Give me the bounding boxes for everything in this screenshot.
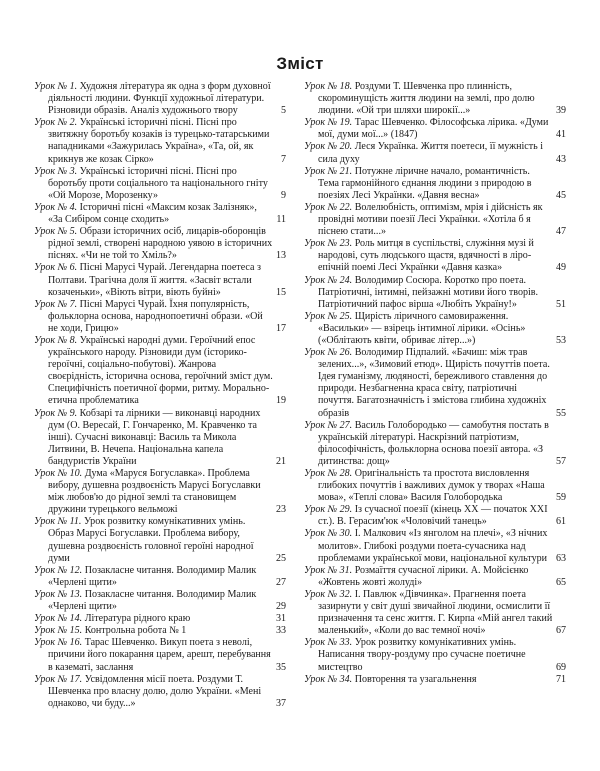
lesson-label: Урок № 3. (34, 165, 78, 177)
toc-entry-text (304, 674, 553, 686)
lesson-title: Українські народні думи. Героїчний епос українського народу. Різновиди дум (історико-героїчні, соціально-побутові). Жанрова своєрідність, історична основа, героїчний зміст дум. Специфічність поетичної форми, ритму. Морально-етична проблематика (48, 334, 273, 407)
lesson-title: Леся Українка. Життя поетеси, її мужність і сила духу (318, 141, 543, 165)
lesson-label: Урок № 8. (34, 334, 78, 346)
lesson-title: Українські історичні пісні. Пісні про звитяжну боротьбу козаків із турецько-татарськими нападниками «Зажурилась Україна», «Та, ой, як крикнув же козак Сірко» (48, 117, 270, 165)
lesson-title: Позакласне читання. Володимир Малик «Черлені щити» (48, 564, 257, 588)
lesson-title: Урок розвитку комунікативних умінь. Написання твору-роздуму про сучасне поетичне мистецтво (318, 637, 526, 673)
toc-entry (304, 674, 566, 686)
lesson-label: Урок № 19. (304, 117, 353, 129)
lesson-label: Урок № 7. (34, 298, 78, 310)
page-number: 55 (555, 407, 566, 419)
toc-entry (34, 166, 286, 202)
lesson-title: Володимир Підпалий. «Бачиш: між трав зелених...», «Зимовий етюд». Щирість почуттів поета. Ідея гуманізму, людяності, бережливого ставлення до природи. Незбагненна краса світу, патріотичні почуття. Багатозначність і змістова глибина художніх образів (318, 347, 550, 419)
page-number: 25 (275, 552, 286, 564)
toc-entry-text (34, 202, 273, 226)
toc-entry-text (304, 275, 553, 311)
lesson-title: Тарас Шевченко. Філософська лірика. «Думи мої, думи мої...» (1847) (318, 117, 549, 141)
page-number: 41 (555, 129, 566, 141)
toc-entry (304, 420, 566, 468)
toc-entry (34, 613, 286, 625)
toc-entry-text (34, 117, 273, 165)
lesson-title: Василь Голобородько — самобутня постать в українській літературі. Наскрізний патріотизм, філософічність, фольклорна основа поезії автора. «З дитинства: дощ» (318, 419, 549, 467)
page-number: 27 (275, 576, 286, 588)
page-number: 49 (555, 262, 566, 274)
toc-entry (34, 202, 286, 226)
toc-entry-text (304, 141, 553, 165)
lesson-label: Урок № 16. (34, 637, 83, 649)
toc-entry (304, 347, 566, 420)
toc-entry-text (34, 625, 273, 637)
toc-entry (34, 226, 286, 262)
toc-entry-text (34, 408, 273, 468)
toc-entry (304, 311, 566, 347)
lesson-label: Урок № 33. (304, 637, 353, 649)
toc-entry (34, 117, 286, 165)
lesson-label: Урок № 30. (304, 528, 353, 540)
toc-entry-text (34, 516, 273, 564)
lesson-label: Урок № 1. (34, 81, 78, 92)
lesson-title: Волелюбність, оптимізм, мрія і дійсність як провідні мотиви поезії Лесі Українки. «Хотіла б я піснею стати...» (318, 201, 543, 238)
toc-entry-text (304, 166, 553, 202)
toc-entry-text (304, 468, 553, 504)
toc-entry-text (304, 637, 553, 673)
lesson-title: Художня література як одна з форм духовної діяльності людини. Функції художньої літератури. Різновиди образів. Аналіз художнього твору (48, 81, 271, 117)
toc-entry-text (34, 613, 273, 625)
page-number: 31 (275, 613, 286, 625)
toc-entry (34, 299, 286, 335)
page-title: Зміст (276, 54, 324, 73)
toc-entry (304, 117, 566, 141)
toc-entry-text (34, 674, 273, 710)
toc-entry (304, 81, 566, 117)
toc-entry (34, 589, 286, 613)
lesson-label: Урок № 34. (304, 673, 353, 685)
lesson-title: Кобзарі та лірники — виконавці народних дум (О. Вересай, Г. Гончаренко, М. Кравченко та інші). Сучасні виконавці: Василь та Микола Литвини, В. Нечепа. Національна капела бандуристів України (48, 407, 261, 467)
lesson-label: Урок № 21. (304, 165, 353, 177)
page-number: 5 (280, 105, 286, 117)
toc-entry (304, 637, 566, 673)
toc-entry-text (304, 420, 553, 468)
toc-entry (304, 275, 566, 311)
toc-right-column (304, 81, 566, 686)
page-number: 23 (275, 504, 286, 516)
lesson-label: Урок № 13. (34, 588, 83, 600)
page-number: 59 (555, 492, 566, 504)
page-number: 37 (275, 697, 286, 709)
page-number: 51 (555, 298, 566, 310)
page-number: 69 (555, 661, 566, 673)
toc-entry-text (304, 81, 553, 117)
lesson-label: Урок № 22. (304, 201, 353, 213)
toc-entry-text (304, 528, 553, 564)
toc-entry-text (304, 565, 553, 589)
lesson-title: Позакласне читання. Володимир Малик «Черлені щити» (48, 588, 257, 613)
toc-entry (34, 516, 286, 564)
lesson-label: Урок № 12. (34, 564, 83, 576)
lesson-label: Урок № 20. (304, 141, 353, 153)
page-number: 15 (275, 286, 286, 298)
toc-entry (304, 141, 566, 165)
toc-entry (34, 335, 286, 408)
page-number: 65 (555, 576, 566, 588)
lesson-title: Урок розвитку комунікативних умінь. Образ Марусі Богуславки. Проблема вибору, душевна роздвоєність головної героїні народної думи (48, 516, 254, 564)
lesson-label: Урок № 5. (34, 226, 78, 238)
toc-entry (34, 565, 286, 589)
lesson-label: Урок № 32. (304, 588, 353, 600)
lesson-label: Урок № 28. (304, 468, 353, 479)
lesson-label: Урок № 18. (304, 81, 353, 92)
lesson-title: Українські історичні пісні. Пісні про боротьбу проти соціального та національного гніту «Ой Морозе, Морозенку» (48, 165, 268, 201)
toc-entry-text (34, 335, 273, 408)
page-number: 43 (555, 153, 566, 165)
toc-entry (34, 262, 286, 298)
lesson-title: Оригінальність та простота висловлення глибоких почуттів і важливих думок у творах «Наша мова», «Теплі слова» Василя Голобородька (318, 468, 545, 504)
toc-entry (304, 528, 566, 564)
toc-entry-text (304, 311, 553, 347)
lesson-title: Роздуми Т. Шевченка про плинність, скороминущість життя людини на землі, про долю людини. «Ой три шляхи широкії...» (318, 81, 535, 117)
lesson-title: І. Павлюк «Дівчинка». Прагнення поета зазирнути у світ душі звичайної людини, осмислити її призначення та сенс життя. Г. Кирпа «Мій ангел такий маленький», «Коли до вас темної ночі» (318, 588, 553, 637)
toc-entry (304, 589, 566, 637)
lesson-title: Література рідного краю (84, 613, 191, 625)
toc-entry-text (34, 468, 273, 516)
page-number: 11 (276, 214, 286, 226)
lesson-label: Урок № 31. (304, 564, 353, 576)
toc-entry-text (34, 81, 273, 117)
lesson-title: Роль митця в суспільстві, служіння музі й народові, суть людського щастя, вдячності в ліро-епічній поемі Лесі Українки «Давня казка» (318, 238, 534, 274)
page-number: 33 (275, 625, 286, 637)
toc-entry (34, 468, 286, 516)
lesson-label: Урок № 6. (34, 262, 78, 274)
lesson-title: Потужне ліричне начало, романтичність. Тема гармонійного єднання людини з природою в поезіях Лесі Українки. «Давня весна» (318, 165, 532, 201)
toc-entry-text (34, 262, 273, 298)
lesson-title: Повторення та узагальнення (354, 673, 477, 685)
page-number: 45 (555, 189, 566, 201)
toc-entry (34, 674, 286, 710)
toc-entry-text (304, 117, 553, 141)
toc-left-column (34, 81, 286, 710)
page-number: 71 (555, 673, 566, 685)
lesson-title: Тарас Шевченко. Викуп поета з неволі, причини його покарання царем, арешт, перебування в казематі, заслання (48, 637, 271, 673)
lesson-label: Урок № 25. (304, 310, 353, 322)
lesson-title: Контрольна робота № 1 (84, 625, 187, 637)
lesson-label: Урок № 26. (304, 347, 353, 359)
page-number: 53 (555, 334, 566, 346)
lesson-label: Урок № 4. (34, 201, 78, 213)
toc-entry (304, 468, 566, 504)
lesson-title: Із сучасної поезії (кінець XX — початок XXI ст.). В. Герасим'юк «Чоловічий танець» (318, 504, 548, 528)
toc-entry (34, 625, 286, 637)
toc-entry (304, 504, 566, 528)
toc-entry (34, 408, 286, 468)
toc-entry-text (304, 504, 553, 528)
page-number: 35 (275, 661, 286, 673)
toc-entry-text (34, 589, 273, 613)
lesson-label: Урок № 15. (34, 625, 83, 637)
lesson-label: Урок № 9. (34, 407, 78, 419)
lesson-label: Урок № 14. (34, 613, 83, 625)
page-number: 61 (555, 516, 566, 528)
toc-entry (34, 637, 286, 673)
lesson-label: Урок № 10. (34, 468, 83, 479)
page-number: 19 (275, 395, 286, 407)
lesson-title: Щирість ліричного самовираження. «Васильки» — взірець інтимної лірики. «Осінь» («Облітають квіти, обриває літер...») (318, 310, 526, 346)
toc-entry (304, 166, 566, 202)
toc-entry-text (34, 637, 273, 673)
lesson-title: Пісні Марусі Чурай. Легендарна поетеса з Полтави. Трагічна доля її життя. «Засвіт встали козаченьки», «Віють вітри, віють буйні» (48, 262, 261, 298)
toc-entry (34, 81, 286, 117)
page-number: 7 (280, 153, 286, 165)
toc-entry-text (304, 347, 553, 420)
lesson-title: І. Малкович «Із янголом на плечі», «З нічних молитов». Глибокі роздуми поета-сучасника над проблемами української мови, національної культури (318, 528, 548, 564)
page-number: 63 (555, 552, 566, 564)
page-number: 13 (275, 250, 286, 262)
toc-entry-text (34, 565, 273, 589)
toc-entry-text (304, 238, 553, 274)
lesson-title: Пісні Марусі Чурай. Їхня популярність, фольклорна основа, народнопоетичні образи. «Ой не ходи, Грицю» (48, 298, 263, 334)
lesson-label: Урок № 27. (304, 419, 353, 431)
page-number: 17 (275, 322, 286, 334)
toc-entry-text (34, 299, 273, 335)
toc-entry-text (304, 202, 553, 238)
page-number: 57 (555, 455, 566, 467)
lesson-label: Урок № 11. (34, 516, 82, 528)
lesson-title: Дума «Маруся Богуславка». Проблема вибору, душевна роздвоєність Марусі Богуславки між любов'ю до рідної землі та становищем дружини турецького вельможі (48, 468, 261, 516)
lesson-label: Урок № 17. (34, 673, 83, 685)
page-number: 39 (555, 105, 566, 117)
toc-entry (304, 202, 566, 238)
toc-entry-text (34, 166, 273, 202)
toc-entry-text (304, 589, 553, 637)
toc-entry-text (34, 226, 273, 262)
page-number: 67 (555, 625, 566, 637)
lesson-title: Образи історичних осіб, лицарів-оборонців рідної землі, створені народною уявою в історичних піснях. «Чи не той то Хміль?» (48, 226, 273, 262)
lesson-title: Володимир Сосюра. Коротко про поета. Патріотичні, інтимні, пейзажні мотиви його творів. Патріотичний пафос вірша «Любіть Україну!» (318, 274, 539, 310)
toc-entry (304, 565, 566, 589)
page-number: 29 (275, 601, 286, 613)
lesson-label: Урок № 2. (34, 117, 78, 129)
lesson-title: Розмаїття сучасної лірики. А. Мойсієнко «Жовтень жовті жолуді» (318, 564, 529, 588)
lesson-label: Урок № 23. (304, 238, 353, 250)
toc-entry (304, 238, 566, 274)
lesson-title: Усвідомлення місії поета. Роздуми Т. Шевченка про власну долю, долю України. «Мені однаково, чи буду...» (48, 673, 262, 709)
lesson-title: Історичні пісні «Максим козак Залізняк», «За Сибіром сонце сходить» (48, 201, 257, 226)
lesson-label: Урок № 29. (304, 504, 353, 516)
page-number: 47 (555, 226, 566, 238)
page-number: 21 (275, 455, 286, 467)
lesson-label: Урок № 24. (304, 274, 353, 286)
page-number: 9 (280, 189, 286, 201)
